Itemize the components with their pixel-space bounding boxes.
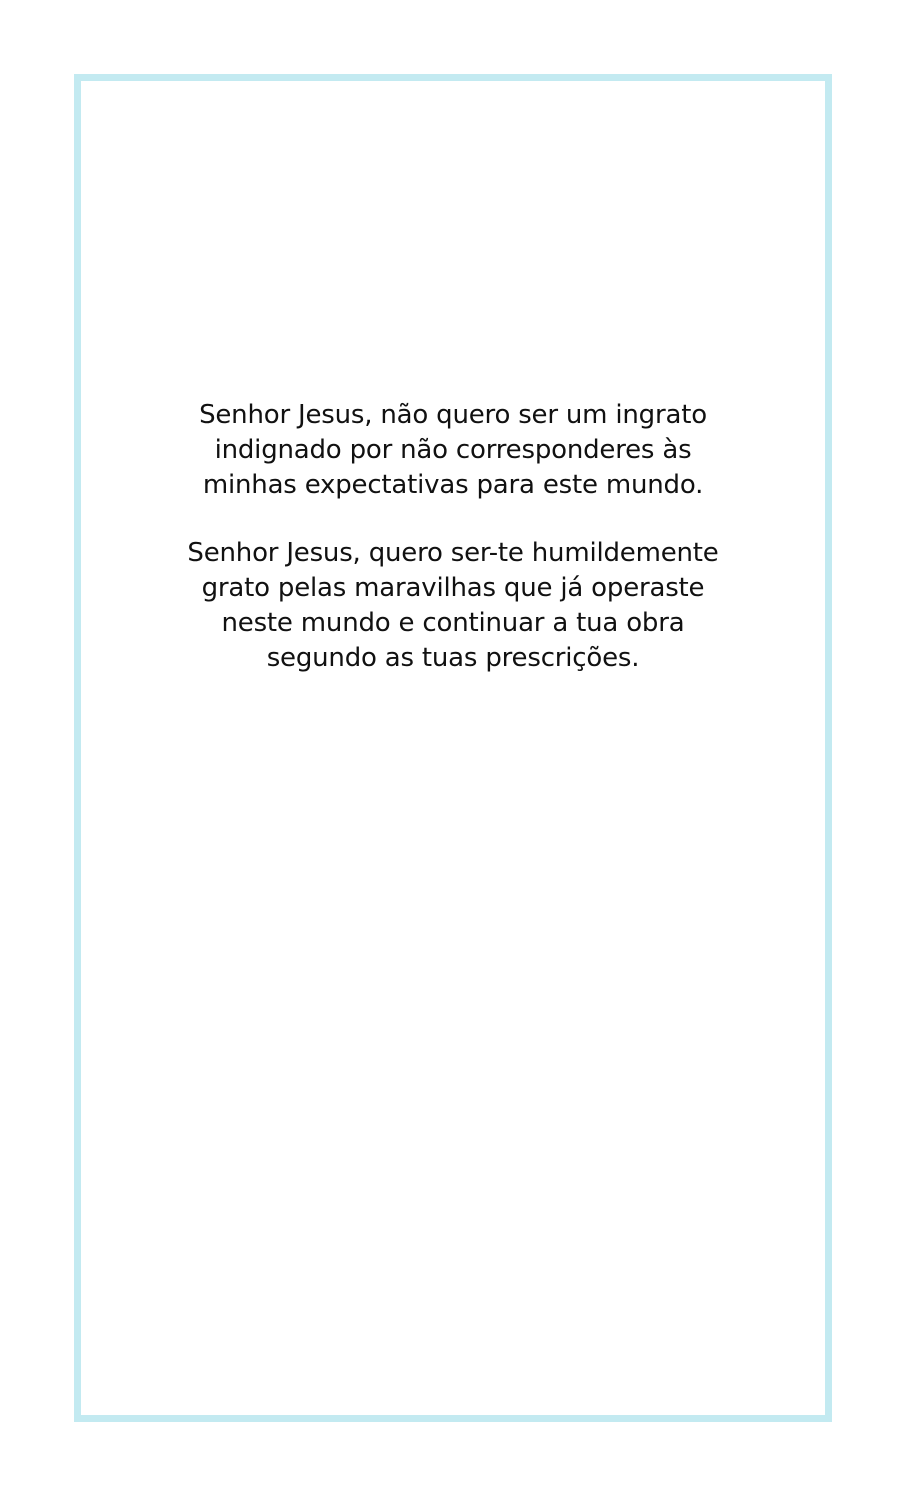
paragraph-1 (74, 398, 832, 503)
page-border-frame (74, 74, 832, 1422)
paragraph-line: Senhor Jesus, não quero ser um ingrato (199, 400, 707, 430)
prayer-text (74, 398, 832, 676)
paragraph-line: neste mundo e continuar a tua obra (221, 608, 685, 638)
paragraph-2 (74, 536, 832, 676)
paragraph-line: segundo as tuas prescrições. (266, 643, 640, 673)
paragraph-line: indignado por não corresponderes às (214, 435, 692, 465)
paragraph-line: Senhor Jesus, quero ser-te humildemente (187, 538, 719, 568)
paragraph-line: minhas expectativas para este mundo. (202, 470, 704, 500)
paragraph-line: grato pelas maravilhas que já operaste (201, 573, 705, 603)
